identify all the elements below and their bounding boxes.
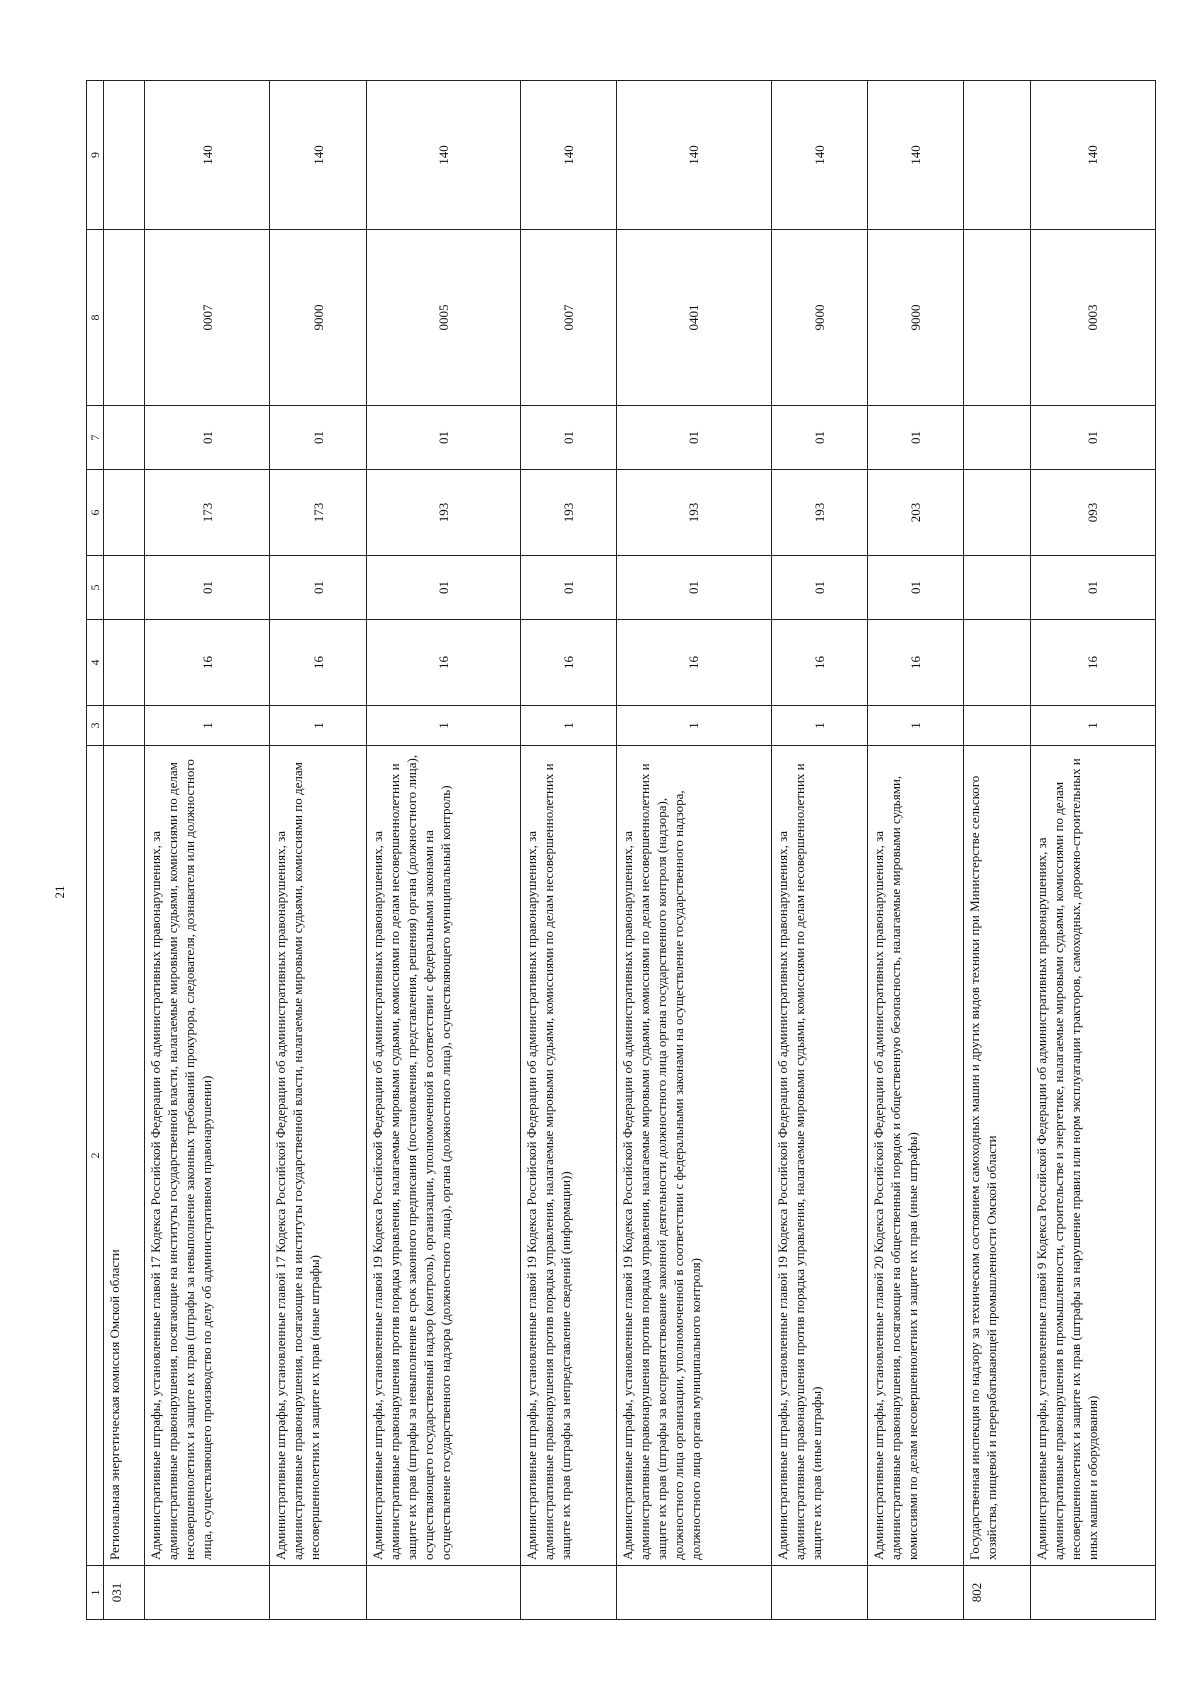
- code-cell-5: 01: [270, 556, 366, 620]
- empty-cell: [963, 81, 1030, 230]
- code-cell-3: 1: [521, 706, 617, 746]
- income-description: Административные штрафы, установленные главой 20 Кодекса Российской Федерации об административных правонарушениях, за административные правонарушения, посягающие на общественный порядок и общественную безопасность, налагаемые мировыми судьями, комиссиями по делам несовершеннолетних и защите их прав (иные штрафы): [867, 746, 963, 1566]
- code-cell-9: 140: [270, 81, 366, 230]
- code-cell-9: 140: [771, 81, 867, 230]
- empty-cell: [963, 556, 1030, 620]
- empty-cell: [617, 1566, 771, 1620]
- code-cell-7: 01: [270, 406, 366, 470]
- empty-cell: [104, 470, 145, 556]
- administrator-code: 031: [104, 1566, 145, 1620]
- empty-cell: [270, 1566, 366, 1620]
- column-header: 2: [87, 746, 104, 1566]
- code-cell-8: 0005: [366, 230, 520, 406]
- rotated-table-wrapper: [86, 81, 1156, 1620]
- code-cell-8: 0007: [521, 230, 617, 406]
- code-cell-4: 16: [617, 620, 771, 706]
- code-cell-6: 173: [145, 470, 270, 556]
- budget-codes-table: [86, 80, 1156, 1620]
- code-cell-4: 16: [867, 620, 963, 706]
- empty-cell: [104, 620, 145, 706]
- income-description: Административные штрафы, установленные главой 17 Кодекса Российской Федерации об административных правонарушениях, за административные правонарушения, посягающие на институты государственной власти, налагаемые мировыми судьями, комиссиями по делам несовершеннолетних и защите их прав (штрафы за невыполнение законных требований прокурора, следователя, дознавателя или должностного лица, осуществляющего производство по делу об административном правонарушении): [145, 746, 270, 1566]
- column-header: 3: [87, 706, 104, 746]
- empty-cell: [521, 1566, 617, 1620]
- code-cell-8: 9000: [771, 230, 867, 406]
- code-cell-8: 0007: [145, 230, 270, 406]
- code-cell-5: 01: [617, 556, 771, 620]
- empty-cell: [104, 230, 145, 406]
- income-description: Административные штрафы, установленные главой 19 Кодекса Российской Федерации об административных правонарушениях, за административные правонарушения против порядка управления, налагаемые мировыми судьями, комиссиями по делам несовершеннолетних и защите их прав (иные штрафы): [771, 746, 867, 1566]
- empty-cell: [963, 406, 1030, 470]
- column-header: 6: [87, 470, 104, 556]
- code-cell-4: 16: [1030, 620, 1155, 706]
- code-cell-4: 16: [771, 620, 867, 706]
- code-cell-4: 16: [521, 620, 617, 706]
- empty-cell: [963, 620, 1030, 706]
- code-cell-9: 140: [617, 81, 771, 230]
- table-row: [1030, 81, 1155, 1620]
- code-cell-9: 140: [867, 81, 963, 230]
- code-cell-8: 0401: [617, 230, 771, 406]
- code-cell-7: 01: [145, 406, 270, 470]
- code-cell-9: 140: [145, 81, 270, 230]
- code-cell-3: 1: [771, 706, 867, 746]
- empty-cell: [145, 1566, 270, 1620]
- table-row: [521, 81, 617, 1620]
- empty-cell: [104, 406, 145, 470]
- income-description: Административные штрафы, установленные главой 19 Кодекса Российской Федерации об административных правонарушениях, за административные правонарушения против порядка управления, налагаемые мировыми судьями, комиссиями по делам несовершеннолетних и защите их прав (штрафы за невыполнение в срок законного предписания (постановления, представления, решения) органа (должностного лица), осуществляющего государственный надзор (контроль), организации, уполномоченной в соответствии с федеральными законами на осуществление государственного надзора (должностного лица), органа (должностного лица), осуществляющего муниципальный контроль): [366, 746, 520, 1566]
- code-cell-5: 01: [145, 556, 270, 620]
- empty-cell: [104, 81, 145, 230]
- code-cell-3: 1: [867, 706, 963, 746]
- column-header: 4: [87, 620, 104, 706]
- empty-cell: [104, 706, 145, 746]
- code-cell-3: 1: [145, 706, 270, 746]
- income-description: Административные штрафы, установленные главой 17 Кодекса Российской Федерации об административных правонарушениях, за административные правонарушения, посягающие на институты государственной власти, налагаемые мировыми судьями, комиссиями по делам несовершеннолетних и защите их прав (иные штрафы): [270, 746, 366, 1566]
- code-cell-7: 01: [867, 406, 963, 470]
- code-cell-7: 01: [366, 406, 520, 470]
- table-body: [87, 81, 1156, 1620]
- code-cell-6: 193: [617, 470, 771, 556]
- code-cell-3: 1: [366, 706, 520, 746]
- empty-cell: [104, 556, 145, 620]
- code-cell-9: 140: [1030, 81, 1155, 230]
- column-header: 7: [87, 406, 104, 470]
- code-cell-8: 9000: [867, 230, 963, 406]
- column-header: 8: [87, 230, 104, 406]
- code-cell-6: 193: [521, 470, 617, 556]
- code-cell-6: 173: [270, 470, 366, 556]
- code-cell-4: 16: [366, 620, 520, 706]
- code-cell-6: 193: [771, 470, 867, 556]
- code-cell-5: 01: [1030, 556, 1155, 620]
- code-cell-6: 203: [867, 470, 963, 556]
- empty-cell: [963, 230, 1030, 406]
- column-header: 5: [87, 556, 104, 620]
- income-description: Административные штрафы, установленные главой 19 Кодекса Российской Федерации об административных правонарушениях, за административные правонарушения против порядка управления, налагаемые мировыми судьями, комиссиями по делам несовершеннолетних и защите их прав (штрафы за воспрепятствование законной деятельности должностного лица органа государственного контроля (надзора), должностного лица организации, уполномоченной в соответствии с федеральными законами на осуществление государственного надзора, должностного лица органа муниципального контроля): [617, 746, 771, 1566]
- code-cell-3: 1: [617, 706, 771, 746]
- table-row: [771, 81, 867, 1620]
- empty-cell: [771, 1566, 867, 1620]
- column-header: 1: [87, 1566, 104, 1620]
- column-number-row: [87, 81, 104, 1620]
- section-row: [963, 81, 1030, 1620]
- code-cell-5: 01: [521, 556, 617, 620]
- code-cell-4: 16: [145, 620, 270, 706]
- empty-cell: [867, 1566, 963, 1620]
- empty-cell: [366, 1566, 520, 1620]
- code-cell-5: 01: [867, 556, 963, 620]
- income-description: Административные штрафы, установленные главой 9 Кодекса Российской Федерации об административных правонарушениях, за административные правонарушения в промышленности, строительстве и энергетике, налагаемые мировыми судьями, комиссиями по делам несовершеннолетних и защите их прав (штрафы за нарушение правил или норм эксплуатации тракторов, самоходных, дорожно-строительных и иных машин и оборудования): [1030, 746, 1155, 1566]
- code-cell-3: 1: [1030, 706, 1155, 746]
- empty-cell: [963, 470, 1030, 556]
- code-cell-5: 01: [771, 556, 867, 620]
- table-row: [270, 81, 366, 1620]
- code-cell-6: 193: [366, 470, 520, 556]
- code-cell-7: 01: [521, 406, 617, 470]
- section-title: Государственная инспекция по надзору за техническим состоянием самоходных машин и других видов техники при Министерстве сельского хозяйства, пищевой и перерабатывающей промышленности Омской области: [963, 746, 1030, 1566]
- code-cell-8: 9000: [270, 230, 366, 406]
- empty-cell: [963, 706, 1030, 746]
- page-number: 21: [52, 885, 67, 899]
- code-cell-3: 1: [270, 706, 366, 746]
- code-cell-5: 01: [366, 556, 520, 620]
- table-row: [145, 81, 270, 1620]
- table-row: [617, 81, 771, 1620]
- table-row: [867, 81, 963, 1620]
- section-row: [104, 81, 145, 1620]
- code-cell-7: 01: [771, 406, 867, 470]
- section-title: Региональная энергетическая комиссия Омской области: [104, 746, 145, 1566]
- table-row: [366, 81, 520, 1620]
- code-cell-9: 140: [521, 81, 617, 230]
- code-cell-6: 093: [1030, 470, 1155, 556]
- code-cell-8: 0003: [1030, 230, 1155, 406]
- empty-cell: [1030, 1566, 1155, 1620]
- code-cell-7: 01: [1030, 406, 1155, 470]
- code-cell-7: 01: [617, 406, 771, 470]
- code-cell-9: 140: [366, 81, 520, 230]
- income-description: Административные штрафы, установленные главой 19 Кодекса Российской Федерации об административных правонарушениях, за административные правонарушения против порядка управления, налагаемые мировыми судьями, комиссиями по делам несовершеннолетних и защите их прав (штрафы за непредставление сведений (информации)): [521, 746, 617, 1566]
- administrator-code: 802: [963, 1566, 1030, 1620]
- column-header: 9: [87, 81, 104, 230]
- code-cell-4: 16: [270, 620, 366, 706]
